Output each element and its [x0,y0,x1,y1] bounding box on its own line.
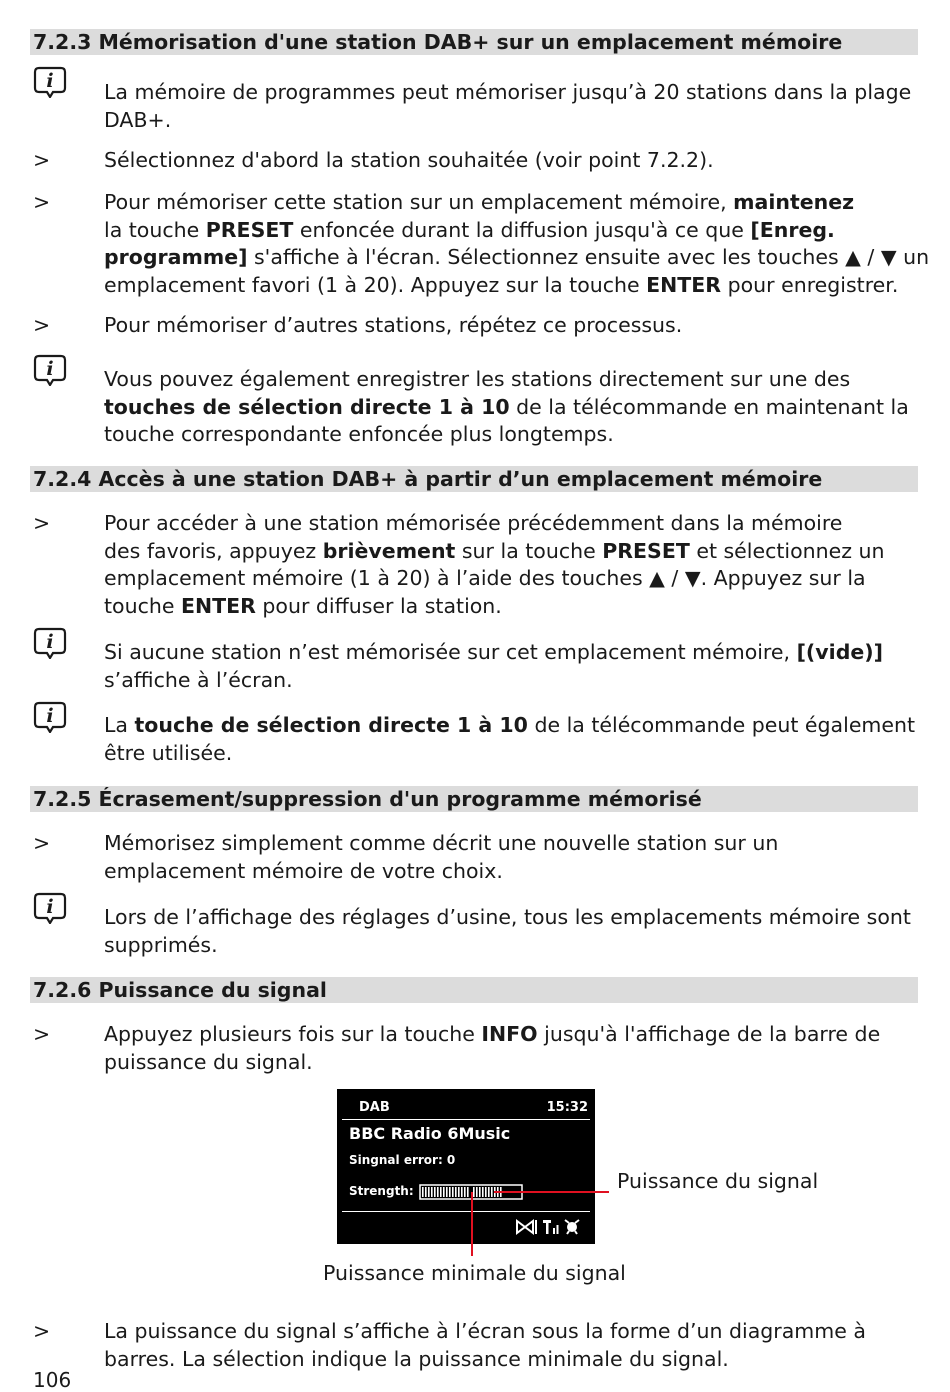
caption-minimum-signal: Puissance minimale du signal [323,1261,626,1285]
section-heading-7-2-3: 7.2.3 Mémorisation d'une station DAB+ sur un emplacement mémoire [30,29,918,55]
paragraph-info-key: Appuyez plusieurs fois sur la touche INFO jusqu'à l'affichage de la barre de puissance du signal. [104,1022,881,1074]
bullet-marker: > [33,313,51,337]
section-heading-7-2-4: 7.2.4 Accès à une station DAB+ à partir d’un emplacement mémoire [30,466,918,492]
paragraph-select-station: Sélectionnez d'abord la station souhaitée (voir point 7.2.2). [104,148,714,172]
paragraph-store-station: Pour mémoriser cette station sur un emplacement mémoire, maintenez la touche PRESET enfoncée durant la diffusion jusqu'à ce que [Enreg. programme] s'affiche à l'écran. Sélectionnez ensuite avec les touches ▲ / ▼ un emplacement favori (1 à 20). Appuyez sur la touche ENTER pour enregistrer. [104,190,930,297]
display-mode: DAB [359,1100,390,1115]
paragraph-empty-slot: Si aucune station n’est mémorisée sur cet emplacement mémoire, [(vide)] s’affiche à l’écran. [104,640,884,692]
bullet-marker: > [33,511,51,535]
svg-text:i: i [46,896,54,918]
bullet-marker: > [33,831,51,855]
svg-text:i: i [46,70,54,92]
section-heading-7-2-5: 7.2.5 Écrasement/suppression d'un programme mémorisé [30,786,918,812]
svg-text:i: i [46,358,54,380]
paragraph-direct-key-usage: La touche de sélection directe 1 à 10 de la télécommande peut également être utilisée. [104,713,916,765]
display-strength-label: Strength: [349,1184,414,1198]
paragraph-bar-diagram: La puissance du signal s’affiche à l’écran sous la forme d’un diagramme à barres. La sélection indique la puissance minimale du signal. [104,1319,866,1371]
display-signal-error: Singnal error: 0 [349,1153,456,1167]
bullet-marker: > [33,148,51,172]
section-heading-7-2-6: 7.2.6 Puissance du signal [30,977,918,1003]
display-station-name: BBC Radio 6Music [349,1124,511,1143]
bullet-marker: > [33,190,51,214]
paragraph-direct-keys: Vous pouvez également enregistrer les stations directement sur une des touches de sélection directe 1 à 10 de la télécommande en maintenant la touche correspondante enfoncée plus longtemps. [104,367,909,446]
bullet-marker: > [33,1319,51,1343]
paragraph-factory-reset: Lors de l’affichage des réglages d’usine, tous les emplacements mémoire sont supprimés. [104,905,911,957]
svg-text:i: i [46,705,54,727]
page-number: 106 [33,1368,72,1392]
bullet-marker: > [33,1022,51,1046]
caption-signal-strength: Puissance du signal [617,1169,819,1193]
paragraph-memory-capacity: La mémoire de programmes peut mémoriser jusqu’à 20 stations dans la plage DAB+. [104,80,912,132]
paragraph-overwrite: Mémorisez simplement comme décrit une nouvelle station sur un emplacement mémoire de votre choix. [104,831,779,883]
svg-text:i: i [46,631,54,653]
display-time: 15:32 [546,1100,588,1115]
paragraph-access-station: Pour accéder à une station mémorisée précédemment dans la mémoire des favoris, appuyez brièvement sur la touche PRESET et sélectionnez un emplacement mémoire (1 à 20) à l’aide des touches ▲ / ▼. Appuyez sur la touche ENTER pour diffuser la station. [104,511,885,618]
paragraph-repeat-process: Pour mémoriser d’autres stations, répétez ce processus. [104,313,683,337]
